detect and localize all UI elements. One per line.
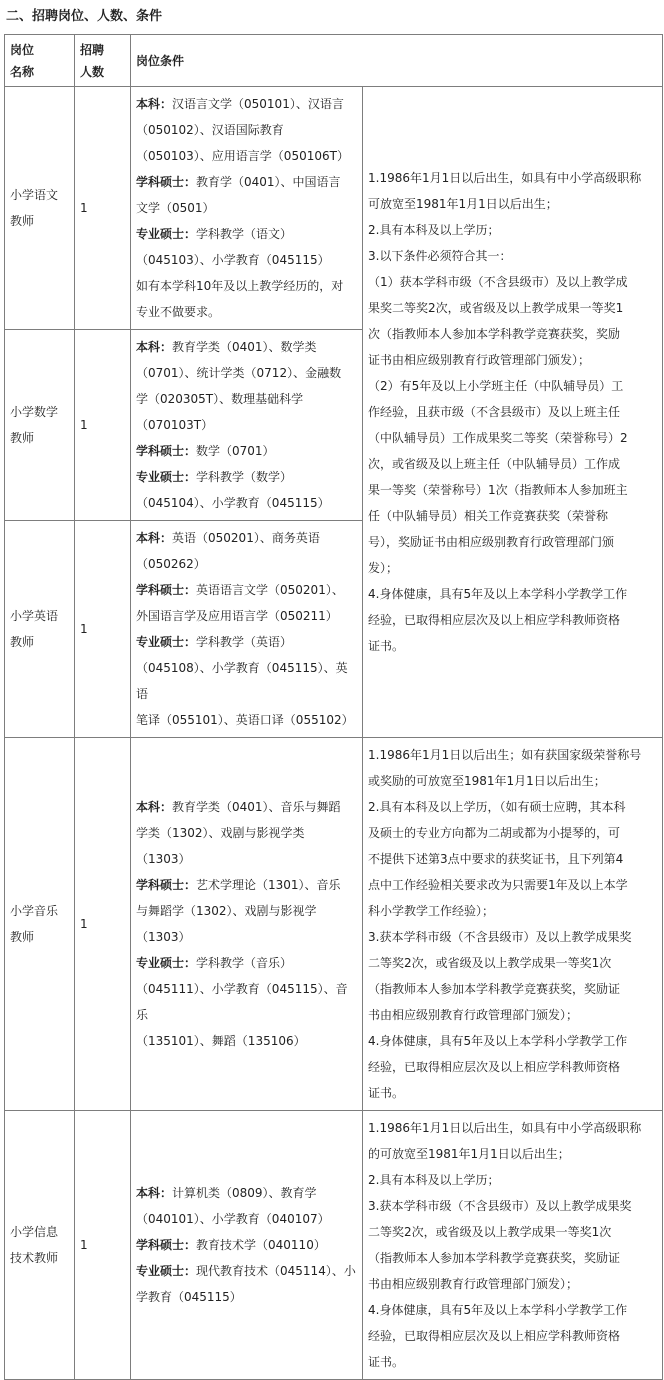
condition-line <box>136 1028 357 1054</box>
requirement-line: （1）获本学科市级（不含县级市）及以上教学成 <box>368 275 628 289</box>
condition-line <box>136 924 357 950</box>
condition-line <box>136 438 357 464</box>
requirement-line: 可放宽至1981年1月1日以后出生； <box>368 197 558 211</box>
degree-label: 专业硕士： <box>136 227 197 241</box>
condition-line <box>136 1180 357 1206</box>
condition-line <box>136 846 357 872</box>
count-cell: 1 <box>75 1111 131 1380</box>
requirement-line: 2.具有本科及以上学历，（如有硕士应聘，其本科 <box>368 800 626 814</box>
condition-text: 学教育（045115） <box>136 1290 242 1304</box>
condition-line <box>136 221 357 247</box>
requirement-line: （指教师本人参加本学科教学竞赛获奖，奖励证 <box>368 982 621 996</box>
condition-text: 学科教学（语文） <box>196 227 293 241</box>
condition-text: 学科教学（英语） <box>196 635 293 649</box>
condition-line <box>136 464 357 490</box>
requirement-line: 二等奖2次，或省级及以上教学成果一等奖1次 <box>368 956 612 970</box>
position-name-line: 小学语文 <box>10 188 59 202</box>
condition-text: 教育学（0401）、中国语言 <box>196 175 341 189</box>
condition-text: 学（020305T）、数理基础科学 <box>136 392 304 406</box>
condition-line <box>136 794 357 820</box>
condition-text: （045103）、小学教育（045115） <box>136 253 330 267</box>
position-name-line: 教师 <box>10 214 35 228</box>
condition-line <box>136 525 357 551</box>
header-row <box>5 35 663 87</box>
condition-line <box>136 490 357 516</box>
position-name-line: 教师 <box>10 930 35 944</box>
table-row <box>5 87 663 330</box>
count-cell: 1 <box>75 87 131 330</box>
section-title: 二、招聘岗位、人数、条件 <box>6 9 163 24</box>
condition-line <box>136 360 357 386</box>
position-name-line: 技术教师 <box>10 1251 59 1265</box>
condition-text: 如有本学科10年及以上教学经历的，对 <box>136 279 344 293</box>
condition-line <box>136 334 357 360</box>
requirement-line: 发）； <box>368 561 399 575</box>
condition-text: 计算机类（0809）、教育学 <box>172 1186 317 1200</box>
degree-label: 学科硕士： <box>136 175 197 189</box>
header-position-line-2: 名称 <box>10 64 35 79</box>
conditions-cell <box>131 1111 363 1380</box>
degree-label: 专业硕士： <box>136 635 197 649</box>
requirement-line: 不提供下述第3点中要求的获奖证书，且下列第4 <box>368 852 624 866</box>
condition-text: （050102）、汉语国际教育 <box>136 123 284 137</box>
condition-line <box>136 655 357 707</box>
requirement-line: 1.1986年1月1日以后出生，如具有中小学高级职称 <box>368 1121 642 1135</box>
requirements-cell <box>363 87 663 738</box>
requirement-line: 书由相应级别教育行政管理部门颁发）； <box>368 1008 579 1022</box>
requirement-line: 3.获本学科市级（不含县级市）及以上教学成果奖 <box>368 930 632 944</box>
requirement-line: 及硕士的专业方向都为二胡或都为小提琴的，可 <box>368 826 621 840</box>
requirement-line: 证书。 <box>368 1355 405 1369</box>
requirement-line: 4.身体健康，具有5年及以上本学科小学教学工作 <box>368 587 628 601</box>
condition-line <box>136 1232 357 1258</box>
position-name-line: 小学数学 <box>10 405 59 419</box>
condition-text: （070103T） <box>136 418 214 432</box>
condition-line <box>136 976 357 1028</box>
requirement-line: 4.身体健康，具有5年及以上本学科小学教学工作 <box>368 1303 628 1317</box>
condition-line <box>136 1206 357 1232</box>
condition-text: 外国语言学及应用语言学（050211） <box>136 609 338 623</box>
condition-text: 与舞蹈学（1302）、戏剧与影视学 <box>136 904 317 918</box>
condition-text: 笔译（055101）、英语口译（055102） <box>136 713 354 727</box>
requirement-line: 经验，已取得相应层次及以上相应学科教师资格 <box>368 613 621 627</box>
condition-text: 文学（0501） <box>136 201 215 215</box>
degree-label: 本科： <box>136 340 173 354</box>
requirement-line: 点中工作经验相关要求改为只需要1年及以上本学 <box>368 878 628 892</box>
requirement-line: 次，或省级及以上班主任（中队辅导员）工作成 <box>368 457 621 471</box>
requirement-line: （中队辅导员）工作成果奖二等奖（荣誉称号）2 <box>368 431 628 445</box>
requirement-line: 或奖励的可放宽至1981年1月1日以后出生； <box>368 774 606 788</box>
conditions-cell <box>131 738 363 1111</box>
degree-label: 学科硕士： <box>136 444 197 458</box>
condition-text: 学科教学（音乐） <box>196 956 293 970</box>
position-cell <box>5 1111 75 1380</box>
header-conditions: 岗位条件 <box>131 35 663 87</box>
condition-text: 艺术学理论（1301）、音乐 <box>196 878 341 892</box>
condition-text: （050262） <box>136 557 206 571</box>
requirement-line: 果一等奖（荣誉称号）1次（指教师本人参加班主 <box>368 483 628 497</box>
condition-line <box>136 299 357 325</box>
condition-line <box>136 273 357 299</box>
condition-line <box>136 143 357 169</box>
degree-label: 本科： <box>136 531 173 545</box>
condition-text: （045108）、小学教育（045115）、英语 <box>136 661 348 701</box>
requirement-line: （2）有5年及以上小学班主任（中队辅导员）工 <box>368 379 624 393</box>
header-count-line-2: 人数 <box>80 64 105 79</box>
condition-text: 教育学类（0401）、数学类 <box>172 340 317 354</box>
conditions-cell <box>131 87 363 330</box>
condition-text: （135101）、舞蹈（135106） <box>136 1034 306 1048</box>
condition-text: （040101）、小学教育（040107） <box>136 1212 330 1226</box>
requirement-line: 1.1986年1月1日以后出生；如有获国家级荣誉称号 <box>368 748 642 762</box>
requirements-cell <box>363 738 663 1111</box>
requirement-line: 次（指教师本人参加本学科教学竞赛获奖，奖励 <box>368 327 621 341</box>
requirement-line: 的可放宽至1981年1月1日以后出生； <box>368 1147 570 1161</box>
requirement-line: 3.以下条件必须符合其一： <box>368 249 512 263</box>
position-name-line: 教师 <box>10 635 35 649</box>
degree-label: 本科： <box>136 97 173 111</box>
requirement-line: 2.具有本科及以上学历； <box>368 223 500 237</box>
condition-line <box>136 603 357 629</box>
requirement-line: 证书。 <box>368 639 405 653</box>
condition-line <box>136 117 357 143</box>
condition-line <box>136 195 357 221</box>
condition-line <box>136 551 357 577</box>
condition-line <box>136 950 357 976</box>
condition-text: 英语（050201）、商务英语 <box>172 531 320 545</box>
requirement-line: 3.获本学科市级（不含县级市）及以上教学成果奖 <box>368 1199 632 1213</box>
requirement-line: 作经验，且获市级（不含县级市）及以上班主任 <box>368 405 621 419</box>
header-count-line-1: 招聘 <box>80 42 105 57</box>
requirement-line: 证书由相应级别教育行政管理部门颁发）； <box>368 353 591 367</box>
position-name-line: 小学信息 <box>10 1225 59 1239</box>
count-cell: 1 <box>75 330 131 521</box>
requirement-line: 书由相应级别教育行政管理部门颁发）； <box>368 1277 579 1291</box>
condition-line <box>136 577 357 603</box>
conditions-cell <box>131 330 363 521</box>
condition-line <box>136 707 357 733</box>
recruitment-table <box>4 34 663 1380</box>
header-position <box>5 35 75 87</box>
position-name-line: 小学英语 <box>10 609 59 623</box>
position-name-line: 小学音乐 <box>10 904 59 918</box>
count-cell: 1 <box>75 738 131 1111</box>
condition-text: 学类（1302）、戏剧与影视学类 <box>136 826 305 840</box>
degree-label: 专业硕士： <box>136 1264 197 1278</box>
condition-text: 现代教育技术（045114）、小 <box>196 1264 356 1278</box>
requirement-line: 经验，已取得相应层次及以上相应学科教师资格 <box>368 1060 621 1074</box>
conditions-cell <box>131 521 363 738</box>
position-cell <box>5 738 75 1111</box>
condition-text: （1303） <box>136 852 191 866</box>
requirement-line: 二等奖2次，或省级及以上教学成果一等奖1次 <box>368 1225 612 1239</box>
condition-text: （0701）、统计学类（0712）、金融数 <box>136 366 342 380</box>
requirement-line: （指教师本人参加本学科教学竞赛获奖，奖励证 <box>368 1251 621 1265</box>
condition-text: （045104）、小学教育（045115） <box>136 496 330 510</box>
condition-text: 英语语言文学（050201）、 <box>196 583 344 597</box>
condition-line <box>136 412 357 438</box>
condition-line <box>136 91 357 117</box>
condition-text: 教育技术学（040110） <box>196 1238 326 1252</box>
requirements-cell <box>363 1111 663 1380</box>
requirement-line: 4.身体健康，具有5年及以上本学科小学教学工作 <box>368 1034 628 1048</box>
degree-label: 学科硕士： <box>136 878 197 892</box>
position-name-line: 教师 <box>10 431 35 445</box>
requirement-line: 经验，已取得相应层次及以上相应学科教师资格 <box>368 1329 621 1343</box>
table-row <box>5 1111 663 1380</box>
header-count <box>75 35 131 87</box>
requirement-line: 证书。 <box>368 1086 405 1100</box>
condition-text: 数学（0701） <box>196 444 275 458</box>
condition-line <box>136 1258 357 1284</box>
condition-text: （1303） <box>136 930 191 944</box>
degree-label: 专业硕士： <box>136 470 197 484</box>
condition-line <box>136 820 357 846</box>
position-cell <box>5 330 75 521</box>
condition-text: （045111）、小学教育（045115）、音乐 <box>136 982 348 1022</box>
condition-line <box>136 629 357 655</box>
condition-text: 教育学类（0401）、音乐与舞蹈 <box>172 800 341 814</box>
requirement-line: 1.1986年1月1日以后出生，如具有中小学高级职称 <box>368 171 642 185</box>
table-row <box>5 738 663 1111</box>
degree-label: 学科硕士： <box>136 583 197 597</box>
requirement-line: 果奖二等奖2次，或省级及以上教学成果一等奖1 <box>368 301 624 315</box>
degree-label: 本科： <box>136 800 173 814</box>
degree-label: 专业硕士： <box>136 956 197 970</box>
condition-line <box>136 169 357 195</box>
condition-line <box>136 1284 357 1310</box>
count-cell: 1 <box>75 521 131 738</box>
condition-line <box>136 247 357 273</box>
requirement-line: 科小学教学工作经验）； <box>368 904 495 918</box>
requirement-line: 号），奖励证书由相应级别教育行政管理部门颁 <box>368 535 615 549</box>
position-cell <box>5 521 75 738</box>
degree-label: 本科： <box>136 1186 173 1200</box>
condition-text: 专业不做要求。 <box>136 305 221 319</box>
condition-text: 学科教学（数学） <box>196 470 293 484</box>
condition-line <box>136 386 357 412</box>
condition-text: （050103）、应用语言学（050106T） <box>136 149 349 163</box>
condition-line <box>136 898 357 924</box>
condition-text: 汉语言文学（050101）、汉语言 <box>172 97 344 111</box>
degree-label: 学科硕士： <box>136 1238 197 1252</box>
position-cell <box>5 87 75 330</box>
condition-line <box>136 872 357 898</box>
requirement-line: 任（中队辅导员）相关工作竞赛获奖（荣誉称 <box>368 509 609 523</box>
header-position-line-1: 岗位 <box>10 42 35 57</box>
requirement-line: 2.具有本科及以上学历； <box>368 1173 500 1187</box>
